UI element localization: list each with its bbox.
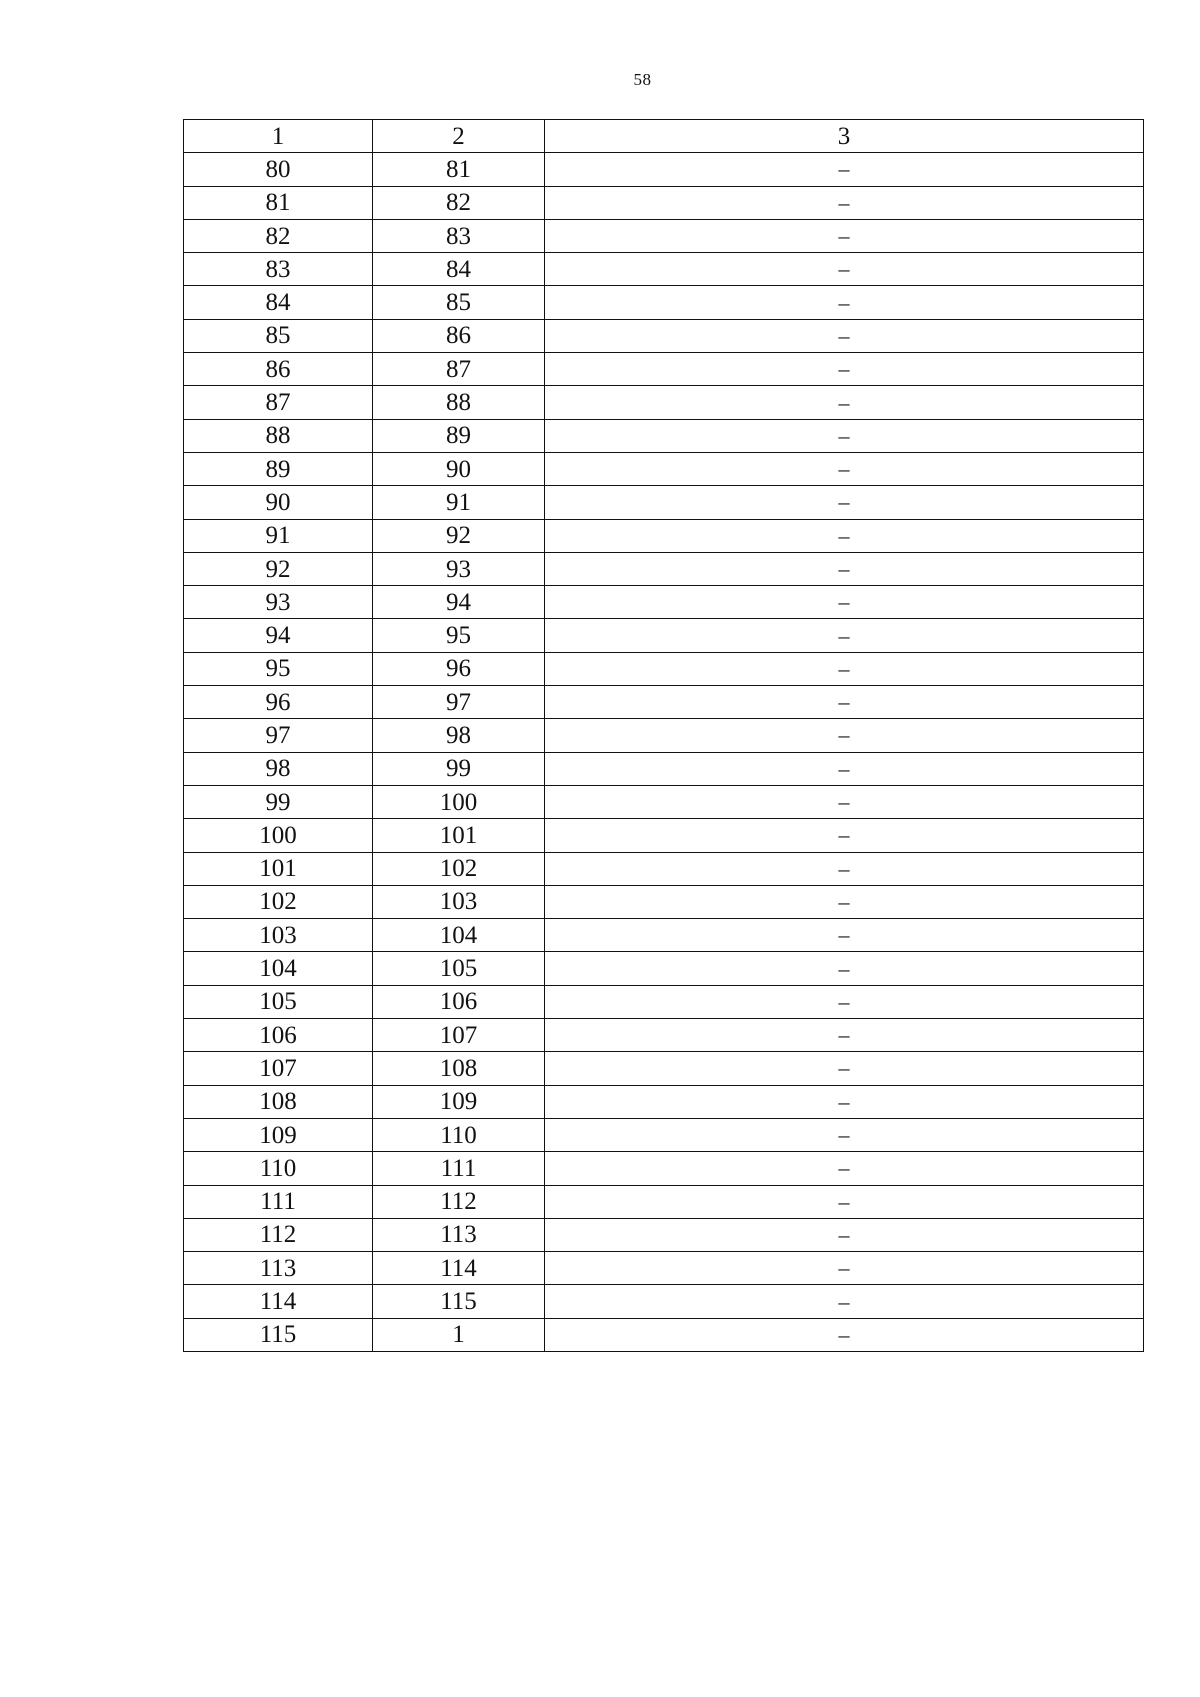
table-cell-col-2: 113: [373, 1218, 545, 1251]
table-cell-col-2: 101: [373, 819, 545, 852]
table-row: [184, 486, 1144, 519]
table-cell-col-2: 97: [373, 686, 545, 719]
table-cell-col-2: 90: [373, 452, 545, 485]
table-cell-col-3: –: [545, 186, 1144, 219]
table-cell-col-3: –: [545, 419, 1144, 452]
table-row: [184, 752, 1144, 785]
table-cell-col-2: 82: [373, 186, 545, 219]
table-cell-col-3: –: [545, 153, 1144, 186]
table-cell-col-2: 89: [373, 419, 545, 452]
column-header-1: 1: [184, 120, 373, 153]
table-row: [184, 1019, 1144, 1052]
table-cell-col-1: 115: [184, 1318, 373, 1351]
table-cell-col-2: 86: [373, 319, 545, 352]
table-cell-col-2: 96: [373, 652, 545, 685]
table-row: [184, 1052, 1144, 1085]
table-cell-col-1: 87: [184, 386, 373, 419]
page-number: 58: [633, 70, 652, 89]
table-cell-col-2: 100: [373, 785, 545, 818]
table-cell-col-1: 108: [184, 1085, 373, 1118]
table-cell-col-1: 114: [184, 1285, 373, 1318]
table-cell-col-2: 105: [373, 952, 545, 985]
table-cell-col-1: 92: [184, 552, 373, 585]
table-cell-col-3: –: [545, 985, 1144, 1018]
table-row: [184, 1252, 1144, 1285]
table-cell-col-2: 102: [373, 852, 545, 885]
table-row: [184, 253, 1144, 286]
column-header-3: 3: [545, 120, 1144, 153]
table-cell-col-1: 110: [184, 1152, 373, 1185]
table-cell-col-2: 99: [373, 752, 545, 785]
table-cell-col-1: 90: [184, 486, 373, 519]
table-cell-col-3: –: [545, 386, 1144, 419]
table-row: [184, 1085, 1144, 1118]
table-cell-col-3: –: [545, 752, 1144, 785]
table-cell-col-3: –: [545, 1218, 1144, 1251]
table-cell-col-2: 83: [373, 219, 545, 252]
table-cell-col-3: –: [545, 219, 1144, 252]
table-row: [184, 1152, 1144, 1185]
table-cell-col-3: –: [545, 586, 1144, 619]
table-cell-col-3: –: [545, 1252, 1144, 1285]
table-cell-col-2: 103: [373, 885, 545, 918]
table-cell-col-1: 84: [184, 286, 373, 319]
table-cell-col-2: 1: [373, 1318, 545, 1351]
table-row: [184, 353, 1144, 386]
table-row: [184, 319, 1144, 352]
table-cell-col-1: 104: [184, 952, 373, 985]
table-cell-col-1: 82: [184, 219, 373, 252]
table-cell-col-1: 94: [184, 619, 373, 652]
table-cell-col-3: –: [545, 353, 1144, 386]
table-cell-col-1: 97: [184, 719, 373, 752]
table-cell-col-3: –: [545, 785, 1144, 818]
table-cell-col-2: 106: [373, 985, 545, 1018]
table-row: [184, 419, 1144, 452]
table-row: [184, 286, 1144, 319]
table-row: [184, 719, 1144, 752]
table-header-row: [184, 120, 1144, 153]
table-cell-col-1: 103: [184, 919, 373, 952]
table-cell-col-1: 107: [184, 1052, 373, 1085]
table-cell-col-1: 91: [184, 519, 373, 552]
table-cell-col-2: 91: [373, 486, 545, 519]
table-cell-col-3: –: [545, 852, 1144, 885]
table-cell-col-2: 107: [373, 1019, 545, 1052]
table-row: [184, 586, 1144, 619]
table-row: [184, 219, 1144, 252]
table-row: [184, 452, 1144, 485]
table-row: [184, 619, 1144, 652]
table-cell-col-3: –: [545, 552, 1144, 585]
table-cell-col-3: –: [545, 452, 1144, 485]
table-cell-col-1: 101: [184, 852, 373, 885]
table-cell-col-2: 110: [373, 1118, 545, 1151]
table-cell-col-1: 96: [184, 686, 373, 719]
table-row: [184, 885, 1144, 918]
table-cell-col-2: 115: [373, 1285, 545, 1318]
table-row: [184, 552, 1144, 585]
table-cell-col-3: –: [545, 1019, 1144, 1052]
table-cell-col-1: 81: [184, 186, 373, 219]
table-cell-col-3: –: [545, 1185, 1144, 1218]
table-cell-col-3: –: [545, 253, 1144, 286]
table-row: [184, 952, 1144, 985]
data-table-container: [183, 119, 1143, 1352]
table-cell-col-1: 105: [184, 985, 373, 1018]
table-cell-col-3: –: [545, 319, 1144, 352]
table-cell-col-2: 94: [373, 586, 545, 619]
table-cell-col-1: 111: [184, 1185, 373, 1218]
table-cell-col-3: –: [545, 1118, 1144, 1151]
table-cell-col-2: 98: [373, 719, 545, 752]
table-cell-col-1: 83: [184, 253, 373, 286]
table-cell-col-2: 87: [373, 353, 545, 386]
table-cell-col-1: 106: [184, 1019, 373, 1052]
table-cell-col-1: 100: [184, 819, 373, 852]
table-cell-col-2: 92: [373, 519, 545, 552]
table-row: [184, 985, 1144, 1018]
table-row: [184, 1285, 1144, 1318]
table-cell-col-2: 95: [373, 619, 545, 652]
table-cell-col-3: –: [545, 952, 1144, 985]
table-row: [184, 186, 1144, 219]
table-cell-col-1: 112: [184, 1218, 373, 1251]
table-cell-col-3: –: [545, 519, 1144, 552]
table-cell-col-3: –: [545, 819, 1144, 852]
table-row: [184, 386, 1144, 419]
table-cell-col-1: 85: [184, 319, 373, 352]
table-cell-col-2: 114: [373, 1252, 545, 1285]
data-table: [183, 119, 1144, 1352]
table-cell-col-2: 84: [373, 253, 545, 286]
table-row: [184, 785, 1144, 818]
table-cell-col-3: –: [545, 1152, 1144, 1185]
table-cell-col-2: 112: [373, 1185, 545, 1218]
table-cell-col-2: 108: [373, 1052, 545, 1085]
table-cell-col-2: 93: [373, 552, 545, 585]
table-cell-col-2: 111: [373, 1152, 545, 1185]
table-cell-col-3: –: [545, 919, 1144, 952]
table-cell-col-1: 113: [184, 1252, 373, 1285]
table-cell-col-1: 99: [184, 785, 373, 818]
table-cell-col-1: 102: [184, 885, 373, 918]
table-cell-col-1: 109: [184, 1118, 373, 1151]
table-row: [184, 1318, 1144, 1351]
table-row: [184, 686, 1144, 719]
table-row: [184, 153, 1144, 186]
table-cell-col-1: 95: [184, 652, 373, 685]
table-cell-col-3: –: [545, 286, 1144, 319]
table-cell-col-2: 81: [373, 153, 545, 186]
table-row: [184, 919, 1144, 952]
table-cell-col-1: 88: [184, 419, 373, 452]
table-cell-col-1: 86: [184, 353, 373, 386]
table-cell-col-2: 88: [373, 386, 545, 419]
table-cell-col-3: –: [545, 719, 1144, 752]
table-cell-col-2: 85: [373, 286, 545, 319]
table-body: [184, 153, 1144, 1352]
table-row: [184, 652, 1144, 685]
table-cell-col-3: –: [545, 619, 1144, 652]
table-cell-col-2: 109: [373, 1085, 545, 1118]
table-cell-col-2: 104: [373, 919, 545, 952]
table-cell-col-3: –: [545, 1052, 1144, 1085]
table-cell-col-3: –: [545, 1318, 1144, 1351]
table-row: [184, 852, 1144, 885]
table-cell-col-1: 89: [184, 452, 373, 485]
table-cell-col-3: –: [545, 885, 1144, 918]
table-cell-col-3: –: [545, 1285, 1144, 1318]
table-cell-col-1: 93: [184, 586, 373, 619]
table-cell-col-3: –: [545, 652, 1144, 685]
table-cell-col-1: 98: [184, 752, 373, 785]
table-cell-col-3: –: [545, 686, 1144, 719]
table-row: [184, 519, 1144, 552]
table-row: [184, 1185, 1144, 1218]
column-header-2: 2: [373, 120, 545, 153]
table-row: [184, 1218, 1144, 1251]
table-row: [184, 1118, 1144, 1151]
table-cell-col-3: –: [545, 486, 1144, 519]
table-cell-col-3: –: [545, 1085, 1144, 1118]
table-cell-col-1: 80: [184, 153, 373, 186]
table-row: [184, 819, 1144, 852]
